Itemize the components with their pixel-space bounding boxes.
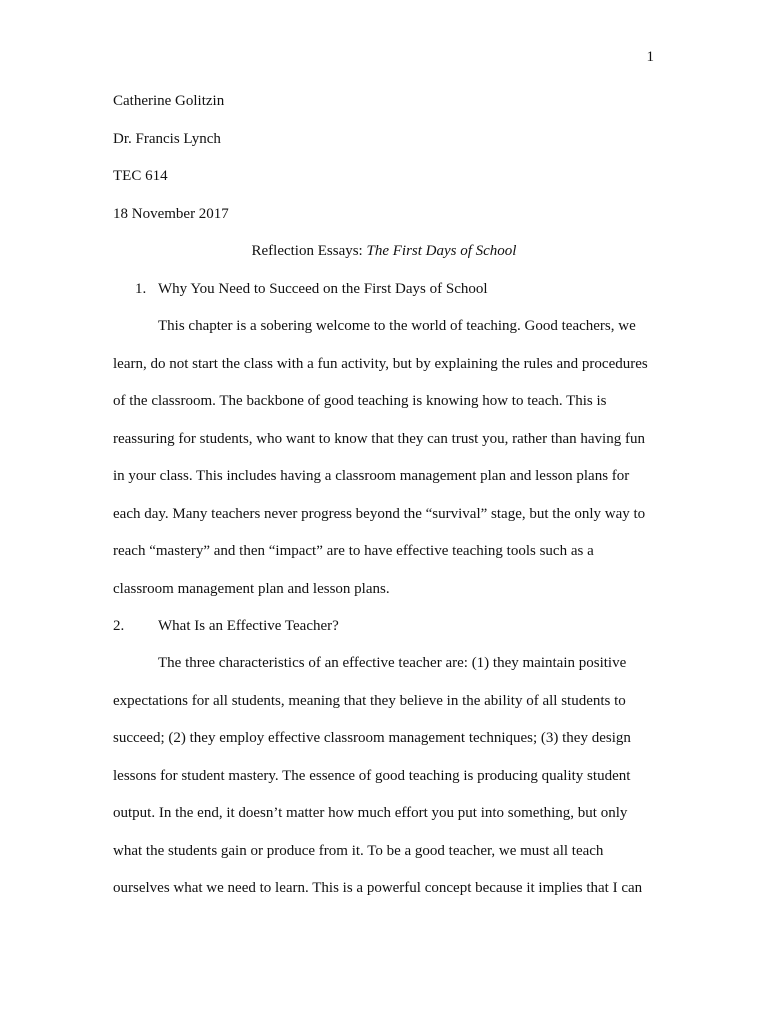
page-number: 1 bbox=[646, 49, 654, 65]
document-date: 18 November 2017 bbox=[113, 206, 229, 222]
paragraph-line: reassuring for students, who want to know that they can trust you, rather than having fun bbox=[113, 431, 645, 447]
paragraph-line: succeed; (2) they employ effective classroom management techniques; (3) they design bbox=[113, 730, 631, 746]
section-heading-text: Why You Need to Succeed on the First Days of School bbox=[158, 281, 488, 297]
paragraph-line: lessons for student mastery. The essence of good teaching is producing quality student bbox=[113, 768, 631, 784]
title-prefix: Reflection Essays: bbox=[251, 243, 367, 259]
paragraph-line: in your class. This includes having a classroom management plan and lesson plans for bbox=[113, 468, 630, 484]
paragraph-line: reach “mastery” and then “impact” are to have effective teaching tools such as a bbox=[113, 543, 594, 559]
paragraph-line: output. In the end, it doesn’t matter how much effort you put into something, but only bbox=[113, 805, 628, 821]
paragraph-line: expectations for all students, meaning that they believe in the ability of all students to bbox=[113, 693, 626, 709]
instructor-name: Dr. Francis Lynch bbox=[113, 131, 221, 147]
author-name: Catherine Golitzin bbox=[113, 93, 225, 109]
paragraph-line: classroom management plan and lesson plans. bbox=[113, 581, 390, 597]
section-number: 1. bbox=[135, 281, 147, 297]
title-book-name: The First Days of School bbox=[366, 243, 517, 259]
paragraph-line: what the students gain or produce from it. To be a good teacher, we must all teach bbox=[113, 843, 604, 859]
paragraph-line: The three characteristics of an effective teacher are: (1) they maintain positive bbox=[158, 655, 627, 671]
paragraph-line: each day. Many teachers never progress beyond the “survival” stage, but the only way to bbox=[113, 506, 646, 522]
paragraph-line: ourselves what we need to learn. This is a powerful concept because it implies that I can bbox=[113, 880, 643, 896]
paragraph-line: of the classroom. The backbone of good teaching is knowing how to teach. This is bbox=[113, 393, 607, 409]
paragraph-line: learn, do not start the class with a fun activity, but by explaining the rules and procedures bbox=[113, 356, 648, 372]
course-code: TEC 614 bbox=[113, 168, 168, 184]
paragraph-line: This chapter is a sobering welcome to the world of teaching. Good teachers, we bbox=[158, 318, 636, 334]
section-number: 2. bbox=[113, 618, 125, 634]
document-title bbox=[0, 241, 768, 261]
section-heading-text: What Is an Effective Teacher? bbox=[158, 618, 339, 634]
